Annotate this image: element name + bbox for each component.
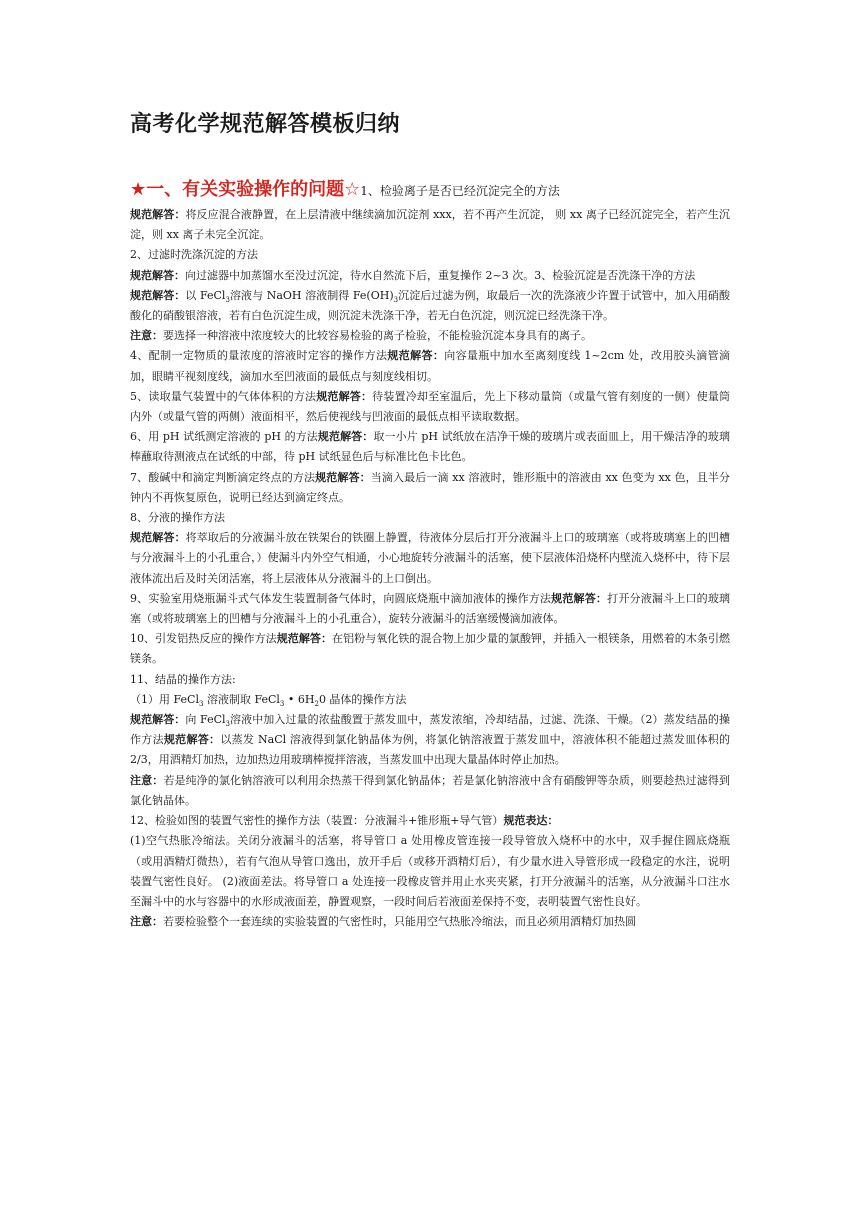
document-page	[130, 110, 730, 932]
paragraph: 4、配制一定物质的量浓度的溶液时定容的操作方法规范解答：向容量瓶中加水至离刻度线 1~2cm 处，改用胶头滴管滴加，眼睛平视刻度线，滴加水至凹液面的最低点与刻度线相切。	[130, 349, 731, 383]
document-title: 高考化学规范解答模板归纳	[130, 112, 401, 137]
paragraph: 5、读取量气装置中的气体体积的方法规范解答：待装置冷却至室温后，先上下移动量筒（或量气管有刻度的一侧）使量筒内外（或量气管的两侧）液面相平，然后使视线与凹液面的最低点相平读取数据。	[130, 389, 731, 424]
paragraph: 规范解答：将反应混合液静置，在上层清液中继续滴加沉淀剂 xxx，若不再产生沉淀， 则 xx 离子已经沉淀完全，若产生沉淀，则 xx 离子未完全沉淀。	[130, 208, 730, 242]
paragraph: 8、分液的操作方法	[130, 511, 225, 525]
paragraph: 规范解答：将萃取后的分液漏斗放在铁架台的铁圈上静置，待液体分层后打开分液漏斗上口的玻璃塞（或将玻璃塞上的凹槽与分液漏斗上的小孔重合，）使漏斗内外空气相通，小心地旋转分液漏斗的活塞，使下层液体沿烧杯内壁流入烧杯中，待下层液体流出后及时关闭活塞，将上层液体从分液漏斗的上口倒出。	[130, 531, 731, 585]
paragraph: 注意：若要检验整个一套连续的实验装置的气密性时，只能用空气热胀冷缩法，而且必须用酒精灯加热圆	[130, 915, 636, 929]
document-body	[130, 205, 730, 932]
paragraph: 10、引发铝热反应的操作方法规范解答：在铝粉与氧化铁的混合物上加少量的氯酸钾，并插入一根镁条，用燃着的木条引燃镁条。	[130, 632, 731, 666]
paragraph: 规范解答：以 FeCl$_3$溶液与 NaOH 溶液制得 $Fe(OH)_3$沉淀后过滤为例，取最后一次的洗涤液少许置于试管中，加入用硝酸酸化的硝酸银溶液，若有白色沉淀生成，则沉淀未洗涤干净，若无白色沉淀，则沉淀已经洗涤干净。	[130, 288, 730, 323]
paragraph: 7、酸碱中和滴定判断滴定终点的方法规范解答：当滴入最后一滴 xx 溶液时，锥形瓶中的溶液由 xx 色变为 xx 色，且半分钟内不再恢复原色，说明已经达到滴定终点。	[130, 470, 731, 504]
section-first-item: 1、检验离子是否已经沉淀完全的方法	[360, 184, 560, 198]
paragraph: （1）用 FeCl$_3$ 溶液制取 FeCl$_3$ • $6H_20$ 晶体的操作方法	[130, 692, 407, 709]
paragraph: 规范解答：向过滤器中加蒸馏水至没过沉淀，待水自然流下后，重复操作 2~3 次。3、检验沉淀是否洗涤干净的方法	[130, 268, 696, 282]
paragraph: 注意：要选择一种溶液中浓度较大的比较容易检验的离子检验，不能检验沉淀本身具有的离子。	[130, 329, 592, 343]
paragraph: 12、检验如图的装置气密性的操作方法（装置：分液漏斗+锥形瓶+导气管）规范表达：	[130, 814, 559, 828]
section-title: ★一、有关实验操作的问题☆	[130, 179, 361, 200]
paragraph: (1)空气热胀冷缩法。关闭分液漏斗的活塞，将导管口 a 处用橡皮管连接一段导管放入烧杯中的水中，双手握住圆底烧瓶（或用酒精灯微热），若有气泡从导管口逸出，放开手后（或移开酒精灯后），有少量水进入导管形成一段稳定的水注，说明装置气密性良好。 (2)液面差法。将导管口 a 处连接一段橡皮管并用止水夹夹紧，打开分液漏斗的活塞，从分液漏斗口注水至漏斗中的水与容器中的水形成液面差，静置观察，一段时间后若液面差保持不变，表明装置气密性良好。	[130, 834, 730, 908]
paragraph: 11、结晶的操作方法:	[130, 672, 236, 686]
paragraph: 规范解答：向 FeCl$_3$溶液中加入过量的浓盐酸置于蒸发皿中，蒸发浓缩，冷却结晶，过滤、洗涤、干燥。（2）蒸发结晶的操作方法规范解答：以蒸发 NaCl 溶液得到氯化钠晶体为例，将氯化钠溶液置于蒸发皿中，溶液体积不能超过蒸发皿体积的 2/3，用酒精灯加热，边加热边用玻璃棒搅拌溶液，当蒸发皿中出现大量晶体时停止加热。	[130, 713, 731, 767]
section-heading	[130, 180, 730, 201]
paragraph: 注意：若是纯净的氯化钠溶液可以利用余热蒸干得到氯化钠晶体；若是氯化钠溶液中含有硝酸钾等杂质，则要趁热过滤得到氯化钠晶体。	[130, 773, 731, 807]
paragraph: 6、用 pH 试纸测定溶液的 pH 的方法规范解答：取一小片 pH 试纸放在洁净干燥的玻璃片或表面皿上，用干燥洁净的玻璃棒蘸取待测液点在试纸的中部，待 pH 试纸显色后与标准比色卡比色。	[130, 430, 730, 464]
paragraph: 2、过滤时洗涤沉淀的方法	[130, 248, 258, 262]
paragraph: 9、实验室用烧瓶漏斗式气体发生装置制备气体时，向圆底烧瓶中滴加液体的操作方法规范解答：打开分液漏斗上口的玻璃塞（或将玻璃塞上的凹槽与分液漏斗上的小孔重合），旋转分液漏斗的活塞缓慢滴加液体。	[130, 591, 731, 626]
